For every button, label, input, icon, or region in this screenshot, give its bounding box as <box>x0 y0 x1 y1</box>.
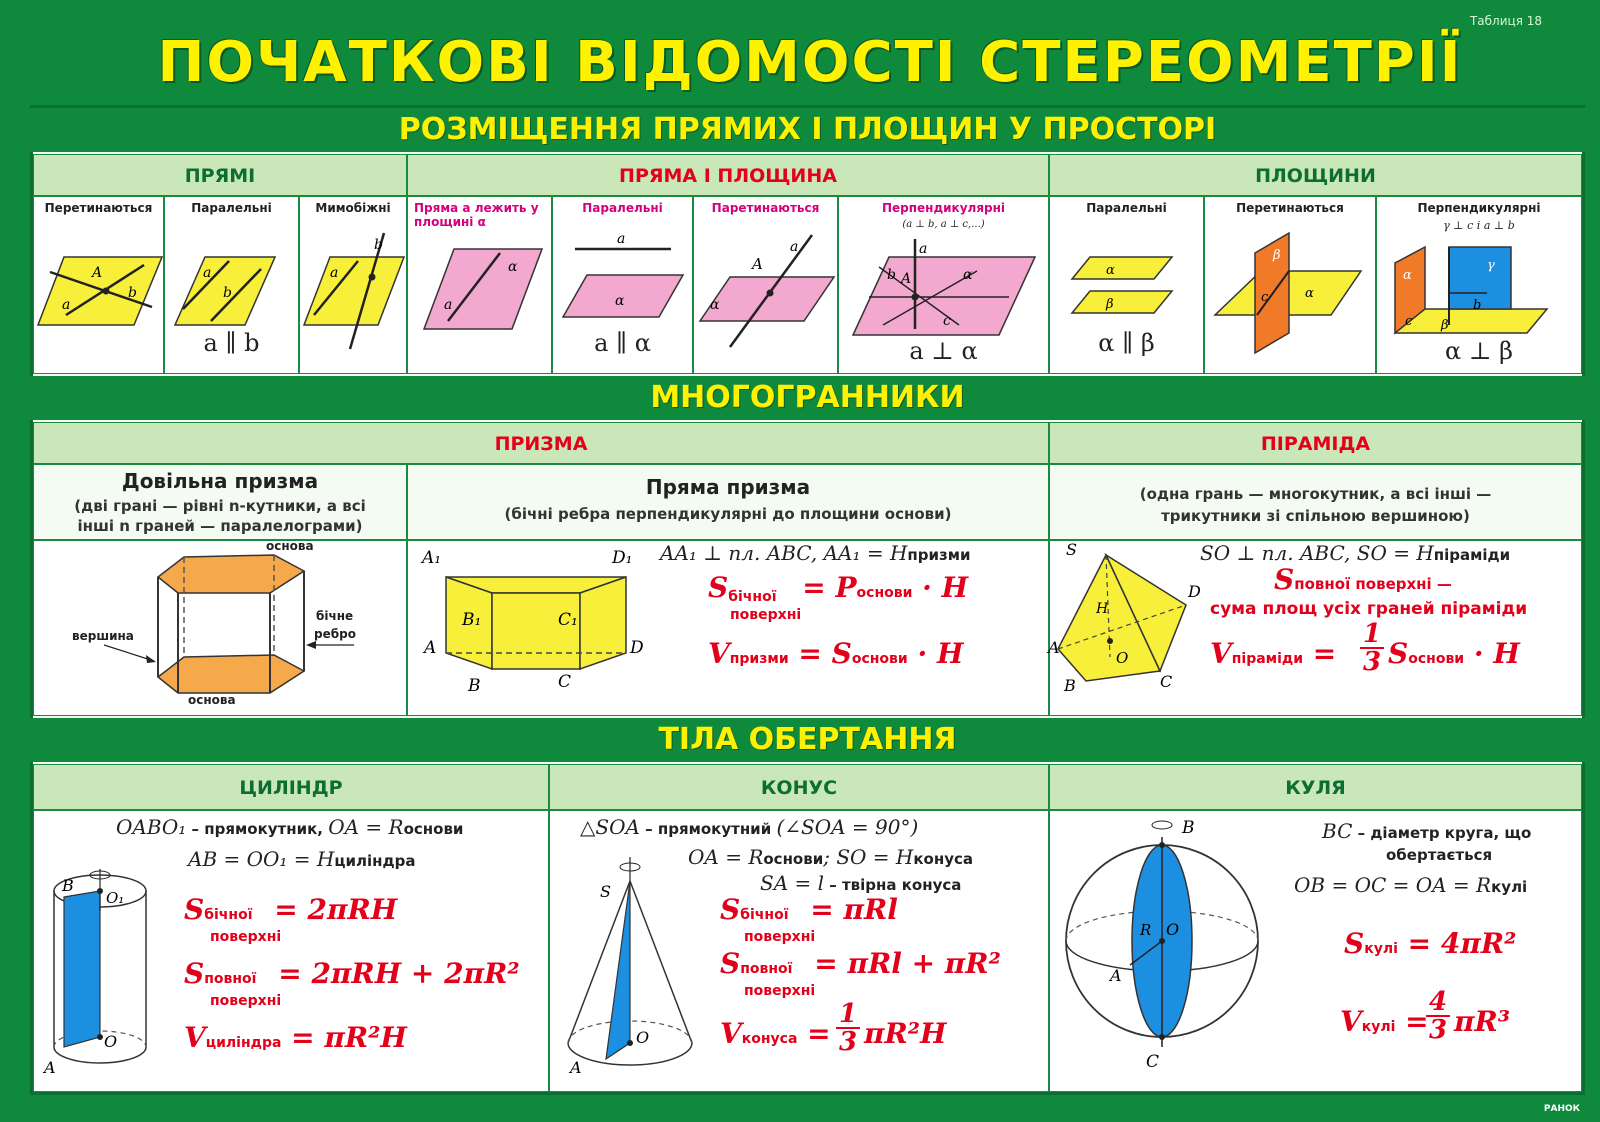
svg-text:α: α <box>963 267 973 283</box>
svg-text:a: a <box>203 265 212 281</box>
header-planes: ПЛОЩИНИ <box>1049 154 1582 196</box>
cyl-f2-sub2: поверхні <box>210 993 282 1009</box>
svg-text:β: β <box>1441 318 1449 333</box>
pyramid-total-area-label: Sповної поверхні — <box>1274 563 1452 596</box>
pyramid-figure <box>1050 541 1200 717</box>
label-base-top: основа <box>266 539 314 553</box>
cylinder-volume-formula: Vциліндра = πR²H <box>184 1021 407 1054</box>
svg-text:R: R <box>1140 921 1152 939</box>
svg-text:S: S <box>1066 540 1077 559</box>
pyramid-fraction: 1 3 <box>1360 621 1384 675</box>
cell-line-in-plane <box>407 196 552 374</box>
relation-text: a ∥ b <box>203 329 260 357</box>
pyramid-volume-rhs: Sоснови · H <box>1388 637 1520 670</box>
svg-text:a: a <box>444 297 453 313</box>
arbitrary-prism-desc2: інші n граней — паралелограми) <box>77 517 363 535</box>
cone-f1-sub2: поверхні <box>744 929 816 945</box>
line-in-plane-figure <box>408 197 553 375</box>
cone-total-area-formula: Sповної = πRl + πR² <box>720 947 1001 980</box>
svg-text:O: O <box>104 1032 118 1051</box>
cell-label: Перпендикулярні <box>1417 201 1541 215</box>
svg-text:A: A <box>1048 638 1060 657</box>
svg-text:A: A <box>570 1058 582 1077</box>
svg-text:a: a <box>62 297 71 313</box>
svg-text:α: α <box>1305 286 1314 301</box>
section-title-positions: РОЗМІЩЕННЯ ПРЯМИХ І ПЛОЩИН У ПРОСТОРІ <box>30 108 1585 152</box>
cell-label: Мимобіжні <box>315 201 391 215</box>
cell-line-intersect-plane <box>693 196 838 374</box>
svg-text:b: b <box>128 285 137 301</box>
svg-text:C: C <box>1160 672 1173 691</box>
prism-volume-formula: Vпризми = Sоснови · H <box>708 637 964 670</box>
svg-text:γ: γ <box>1487 258 1495 273</box>
cyl-f1-sub2: поверхні <box>210 929 282 945</box>
svg-text:A: A <box>44 1058 56 1077</box>
svg-text:A: A <box>901 271 912 287</box>
header-pyramid: ПІРАМІДА <box>1049 422 1582 464</box>
sphere-line1: BC – діаметр круга, що <box>1322 819 1532 843</box>
svg-text:a: a <box>919 241 928 257</box>
arbitrary-prism-cell <box>33 540 407 716</box>
svg-text:a: a <box>790 239 799 255</box>
svg-text:C₁: C₁ <box>558 610 578 630</box>
pyramid-line1: SO ⊥ пл. ABC, SO = Hпіраміди <box>1200 541 1511 565</box>
cone-fraction: 1 3 <box>836 1001 860 1055</box>
prism-lateral-area-formula: Sбічної = Pоснови · H <box>708 571 969 605</box>
sphere-line1b: обертається <box>1386 846 1493 864</box>
pyramid-desc1: (одна грань — многокутник, а всі інші — <box>1139 485 1492 503</box>
svg-text:C: C <box>558 672 572 692</box>
cell-label: Перетинаються <box>1236 201 1344 215</box>
table-number: Таблиця 18 <box>1469 14 1542 28</box>
header-line-plane: ПРЯМА І ПЛОЩИНА <box>407 154 1049 196</box>
pyramid-cell <box>1049 540 1582 716</box>
cylinder-lateral-area-formula: Sбічної = 2πRH <box>184 893 398 926</box>
cell-planes-intersect <box>1204 196 1376 374</box>
svg-text:b: b <box>887 267 896 283</box>
sphere-fraction: 4 3 <box>1426 989 1450 1043</box>
svg-text:A: A <box>1110 966 1122 985</box>
header-cone: КОНУС <box>549 764 1049 810</box>
cell-label: Паретинаються <box>711 201 820 215</box>
svg-text:S: S <box>600 882 611 901</box>
svg-text:b: b <box>374 237 383 253</box>
sphere-figure <box>1050 811 1270 1093</box>
cylinder-line1: OABO₁ – прямокутник, OA = Rоснови <box>116 815 464 839</box>
line-intersect-plane-figure <box>694 197 839 375</box>
pyramid-volume-formula: Vпіраміди = <box>1210 637 1337 670</box>
cone-line2: OA = Rоснови; SO = Hконуса <box>688 845 974 869</box>
section-title-solids: ТІЛА ОБЕРТАННЯ <box>30 718 1585 762</box>
cylinder-figure <box>34 811 174 1093</box>
cell-lines-skew <box>299 196 407 374</box>
sphere-volume-formula: Vкулі = <box>1340 1005 1429 1038</box>
svg-text:A: A <box>92 265 103 281</box>
svg-text:a: a <box>617 231 626 247</box>
right-prism-title-cell <box>407 464 1049 540</box>
cone-line3: SA = l – твірна конуса <box>760 871 962 895</box>
cell-lines-intersect <box>33 196 164 374</box>
pyramid-total-area-desc: сума площ усіх граней піраміди <box>1210 599 1528 619</box>
cell-note: γ ⊥ c і a ⊥ b <box>1443 219 1515 232</box>
svg-text:c: c <box>1261 290 1269 305</box>
pyramid-desc2: трикутники зі спільною вершиною) <box>1161 507 1470 525</box>
svg-text:β: β <box>1106 297 1114 312</box>
header-lines: ПРЯМІ <box>33 154 407 196</box>
sphere-line2: OB = OC = OA = Rкулі <box>1294 873 1528 897</box>
svg-text:B₁: B₁ <box>462 610 482 630</box>
svg-text:O: O <box>1116 649 1129 667</box>
arbitrary-prism-desc1: (дві грані — рівні n-кутники, а всі <box>74 497 366 515</box>
cell-lines-parallel <box>164 196 299 374</box>
sphere-area-formula: Sкулі = 4πR² <box>1344 927 1517 960</box>
cell-label: Пряма a лежить у площині α <box>414 201 539 229</box>
intersect-planes-figure <box>1205 197 1377 375</box>
relation-text: α ⊥ β <box>1445 337 1513 365</box>
skew-lines-figure <box>300 197 408 375</box>
svg-text:B: B <box>468 676 481 696</box>
cell-label: Паралельні <box>1086 201 1167 215</box>
svg-text:a: a <box>330 265 339 281</box>
cylinder-total-area-formula: Sповної = 2πRH + 2πR² <box>184 957 520 990</box>
cell-planes-parallel <box>1049 196 1204 374</box>
right-prism-figure <box>408 541 658 717</box>
header-cylinder: ЦИЛІНДР <box>33 764 549 810</box>
svg-text:b: b <box>1473 298 1482 313</box>
cell-label: Паралельні <box>191 201 272 215</box>
cell-note: (a ⊥ b, a ⊥ c,...) <box>902 219 985 230</box>
svg-text:H: H <box>1096 601 1109 617</box>
svg-text:A: A <box>424 638 437 658</box>
relation-text: a ∥ α <box>594 329 651 357</box>
page-title: ПОЧАТКОВІ ВІДОМОСТІ СТЕРЕОМЕТРІЇ <box>157 30 1463 95</box>
right-prism-cell <box>407 540 1049 716</box>
cylinder-cell <box>33 810 549 1092</box>
publisher-logo: РАНОК <box>1543 1104 1580 1114</box>
svg-text:β: β <box>1273 248 1281 263</box>
prism-f1-sub2: поверхні <box>730 607 802 623</box>
intersect-lines-figure <box>34 197 165 375</box>
right-prism-desc: (бічні ребра перпендикулярні до площини основи) <box>504 505 952 523</box>
svg-text:A₁: A₁ <box>422 548 442 568</box>
svg-text:α: α <box>615 293 625 309</box>
svg-text:α: α <box>1403 268 1412 283</box>
svg-text:α: α <box>1106 263 1115 278</box>
svg-text:c: c <box>1405 314 1413 329</box>
arbitrary-prism-title: Довільна призма <box>121 469 319 493</box>
svg-text:B: B <box>1182 818 1195 838</box>
cell-label: Перетинаються <box>44 201 153 215</box>
sphere-volume-rhs: πR³ <box>1454 1005 1511 1038</box>
cone-volume-formula: Vконуса = <box>720 1017 831 1050</box>
cone-line1: △SOA – прямокутний (∠SOA = 90°) <box>580 815 919 839</box>
cell-label: Паралельні <box>582 201 663 215</box>
svg-text:D: D <box>1188 582 1201 601</box>
svg-text:O₁: O₁ <box>106 889 125 907</box>
label-base-bottom: основа <box>188 693 236 707</box>
svg-text:a: a <box>1437 278 1445 293</box>
svg-text:B: B <box>1064 676 1076 695</box>
label-edge2: ребро <box>314 627 356 641</box>
prism-line1: AA₁ ⊥ пл. ABC, AA₁ = Hпризми <box>660 541 971 565</box>
svg-text:D: D <box>630 638 644 658</box>
label-edge1: бічне <box>316 609 354 623</box>
header-sphere: КУЛЯ <box>1049 764 1582 810</box>
svg-text:c: c <box>943 313 951 329</box>
cone-volume-rhs: πR²H <box>864 1017 947 1050</box>
cell-planes-perp <box>1376 196 1582 374</box>
cell-label: Перпендикулярні <box>881 201 1006 215</box>
svg-text:B: B <box>62 876 74 895</box>
cone-lateral-area-formula: Sбічної = πRl <box>720 893 898 926</box>
cell-line-perp-plane <box>838 196 1049 374</box>
relation-text: α ∥ β <box>1098 329 1155 357</box>
header-prism: ПРИЗМА <box>33 422 1049 464</box>
svg-text:A: A <box>752 255 763 273</box>
right-prism-title: Пряма призма <box>645 475 811 499</box>
relation-text: a ⊥ α <box>909 337 978 365</box>
svg-text:C: C <box>1146 1052 1160 1072</box>
label-vertex: вершина <box>72 629 134 643</box>
sphere-cell <box>1049 810 1582 1092</box>
svg-text:b: b <box>223 285 232 301</box>
section-title-polyhedra: МНОГОГРАННИКИ <box>30 376 1585 420</box>
svg-text:D₁: D₁ <box>612 548 633 568</box>
cylinder-line2: AB = OO₁ = Hциліндра <box>188 847 416 871</box>
svg-text:O: O <box>636 1028 650 1047</box>
svg-text:O: O <box>1166 920 1180 939</box>
cell-line-parallel-plane <box>552 196 693 374</box>
arbitrary-prism-title-cell <box>33 464 407 540</box>
cone-f2-sub2: поверхні <box>744 983 816 999</box>
pyramid-title-cell <box>1049 464 1582 540</box>
svg-text:α: α <box>710 297 720 313</box>
cone-cell <box>549 810 1049 1092</box>
svg-text:α: α <box>508 259 518 275</box>
